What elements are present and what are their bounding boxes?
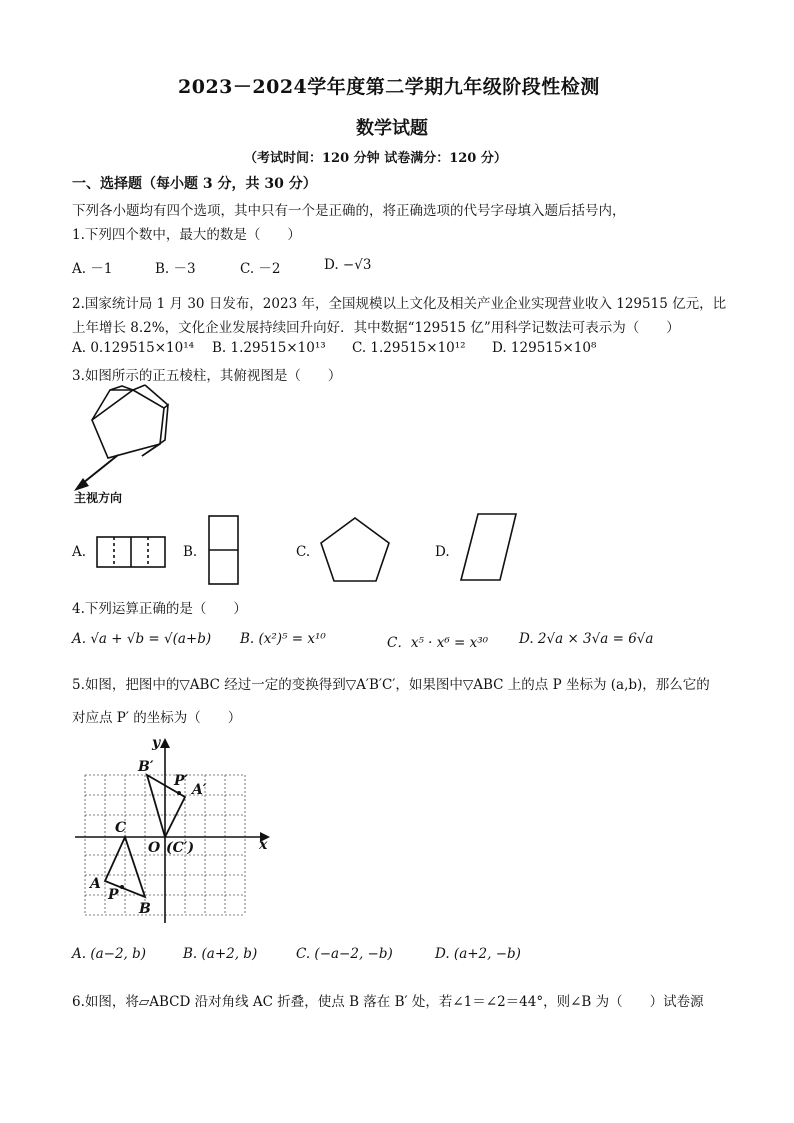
q3-option-d-letter: D. bbox=[435, 544, 450, 560]
q4-option-c: C．x⁵ · x⁶ = x³⁰ bbox=[387, 635, 489, 651]
q3-option-c-letter: C. bbox=[296, 544, 311, 560]
q1-option-d: D. −√3 bbox=[324, 257, 372, 273]
label-c-prime: (C′) bbox=[166, 840, 195, 856]
page-subtitle: 数学试题 bbox=[356, 118, 428, 139]
q5-option-b: B. (a+2, b) bbox=[183, 946, 258, 962]
q2-option-c: C. 1.29515×10¹² bbox=[352, 340, 466, 356]
label-p-prime: P′ bbox=[174, 773, 189, 789]
q3-option-a-letter: A. bbox=[72, 544, 87, 560]
x-axis-label: x bbox=[259, 837, 268, 853]
q1-option-b: B. －3 bbox=[155, 261, 196, 277]
label-b-prime: B′ bbox=[138, 759, 154, 775]
section-heading: 一、选择题（每小题 3 分，共 30 分） bbox=[72, 176, 317, 192]
q1-option-a: A. －1 bbox=[72, 261, 113, 277]
exam-note: （考试时间：120 分钟 试卷满分：120 分） bbox=[244, 151, 507, 166]
q4-option-d: D. 2√a × 3√a = 6√a bbox=[519, 631, 654, 647]
q5-option-a: A. (a−2, b) bbox=[72, 946, 147, 962]
q5-stem-line2: 对应点 P′ 的坐标为（ ） bbox=[72, 710, 242, 726]
q5-option-d: D. (a+2, −b) bbox=[435, 946, 521, 962]
q2-stem-line2: 上年增长 8.2%，文化企业发展持续回升向好．其中数据“129515 亿”用科学记数法可表示为（ ） bbox=[72, 320, 680, 336]
q2-option-d: D. 129515×10⁸ bbox=[492, 340, 597, 356]
label-a: A bbox=[90, 876, 101, 892]
q4-option-b: B. (x²)⁵ = x¹⁰ bbox=[240, 631, 326, 647]
q6-stem: 6.如图，将▱ABCD 沿对角线 AC 折叠，使点 B 落在 B′ 处，若∠1＝∠2＝44°，则∠B 为（ ）试卷源 bbox=[72, 994, 704, 1010]
q3-option-b-letter: B. bbox=[183, 544, 198, 560]
view-direction-caption: 主视方向 bbox=[74, 491, 123, 505]
page-title: 2023－2024学年度第二学期九年级阶段性检测 bbox=[178, 76, 600, 98]
label-origin: O bbox=[148, 840, 161, 856]
q1-stem: 1.下列四个数中，最大的数是（ ） bbox=[72, 227, 301, 243]
q2-option-b: B. 1.29515×10¹³ bbox=[212, 340, 326, 356]
label-a-prime: A′ bbox=[192, 782, 207, 798]
q5-stem-line1: 5.如图，把图中的▽ABC 经过一定的变换得到▽A′B′C′，如果图中▽ABC 上的点 P 坐标为 (a,b)，那么它的 bbox=[72, 677, 710, 693]
q3-stem: 3.如图所示的正五棱柱，其俯视图是（ ） bbox=[72, 368, 342, 384]
q2-option-a: A. 0.129515×10¹⁴ bbox=[72, 340, 195, 356]
q2-stem-line1: 2.国家统计局 1 月 30 日发布，2023 年，全国规模以上文化及相关产业企业实现营业收入 129515 亿元，比 bbox=[72, 296, 727, 312]
q5-option-c: C. (−a−2, −b) bbox=[296, 946, 393, 962]
q1-option-c: C. －2 bbox=[240, 261, 281, 277]
q4-option-a: A. √a + √b = √(a+b) bbox=[72, 631, 212, 647]
section-instructions: 下列各小题均有四个选项，其中只有一个是正确的，将正确选项的代号字母填入题后括号内， bbox=[72, 203, 626, 219]
q4-stem: 4.下列运算正确的是（ ） bbox=[72, 601, 247, 617]
label-b: B bbox=[139, 901, 151, 917]
label-c: C bbox=[115, 820, 127, 836]
y-axis-label: y bbox=[152, 735, 161, 751]
label-p: P bbox=[108, 887, 119, 903]
